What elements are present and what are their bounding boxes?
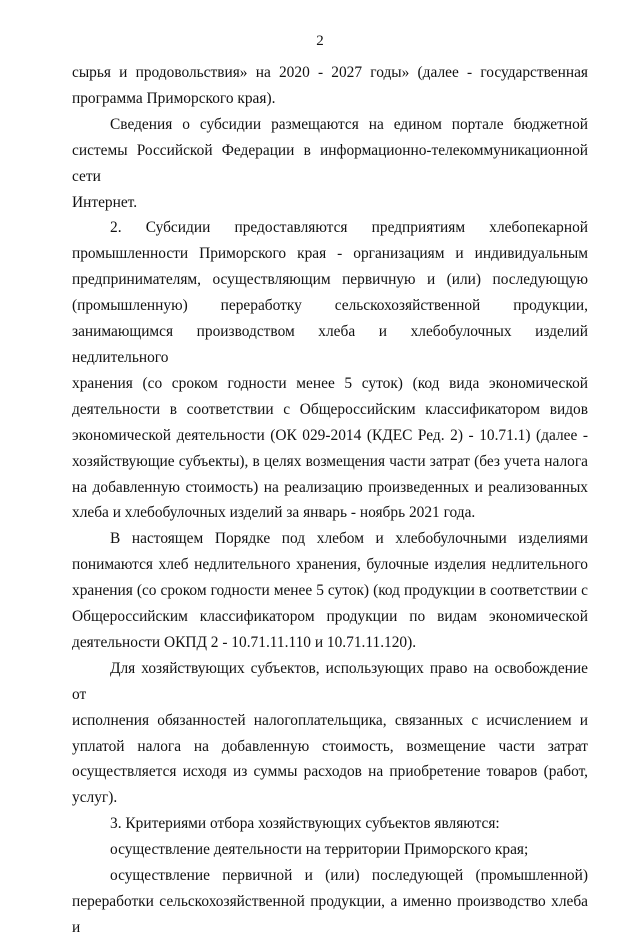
text-line: хранения (со сроком годности менее 5 суток) (код продукции в соответствии с (72, 582, 588, 600)
text-line: предпринимателям, осуществляющим первичную и (или) последующую (72, 271, 588, 289)
text-line: хозяйствующие субъекты), в целях возмещения части затрат (без учета налога (72, 452, 588, 470)
text-line: 2. Субсидии предоставляются предприятиям хлебопекарной (110, 219, 588, 237)
text-line: переработки сельскохозяйственной продукции, а именно производство хлеба и (72, 893, 588, 936)
text-line: системы Российской Федерации в информационно-телекоммуникационной сети (72, 141, 588, 185)
text-line: экономической деятельности (ОК 029-2014 (КДЕС Ред. 2) - 10.71.1) (далее - (72, 426, 588, 444)
text-line: Сведения о субсидии размещаются на едином портале бюджетной (110, 115, 588, 133)
text-line: Интернет. (72, 193, 138, 211)
text-line: деятельности в соответствии с Общероссийским классификатором видов (72, 400, 588, 418)
document-body (72, 60, 588, 941)
text-line: осуществление деятельности на территории Приморского края; (110, 841, 529, 859)
text-line: деятельности ОКПД 2 - 10.71.11.110 и 10.71.11.120). (72, 633, 417, 651)
text-line: осуществляется исходя из суммы расходов на приобретение товаров (работ, (72, 763, 588, 781)
text-line: понимаются хлеб недлительного хранения, булочные изделия недлительного (72, 556, 588, 574)
page-number: 2 (316, 33, 324, 49)
text-line: В настоящем Порядке под хлебом и хлебобулочными изделиями (110, 530, 588, 548)
text-line: программа Приморского края). (72, 89, 276, 107)
text-line: сырья и продовольствия» на 2020 - 2027 годы» (далее - государственная (72, 64, 588, 81)
text-line: осуществление первичной и (или) последующей (промышленной) (110, 867, 588, 885)
text-line: Общероссийским классификатором продукции по видам экономической (72, 608, 588, 626)
text-line: занимающимся производством хлеба и хлебобулочных изделий недлительного (72, 323, 588, 366)
text-line: Для хозяйствующих субъектов, использующих право на освобождение от (72, 659, 588, 703)
text-line: уплатой налога на добавленную стоимость, возмещение части затрат (72, 737, 588, 755)
text-line: на добавленную стоимость) на реализацию произведенных и реализованных (72, 478, 588, 496)
text-line: 3. Критериями отбора хозяйствующих субъектов являются: (110, 815, 500, 833)
text-line: исполнения обязанностей налогоплательщика, связанных с исчислением и (72, 711, 588, 729)
text-line: хранения (со сроком годности менее 5 суток) (код вида экономической (72, 374, 588, 392)
text-line: промышленности Приморского края - организациям и индивидуальным (72, 245, 588, 263)
text-line: услуг). (72, 789, 118, 807)
text-line: (промышленную) переработку сельскохозяйственной продукции, (72, 297, 588, 315)
text-line: хлеба и хлебобулочных изделий за январь - ноябрь 2021 года. (72, 504, 476, 522)
